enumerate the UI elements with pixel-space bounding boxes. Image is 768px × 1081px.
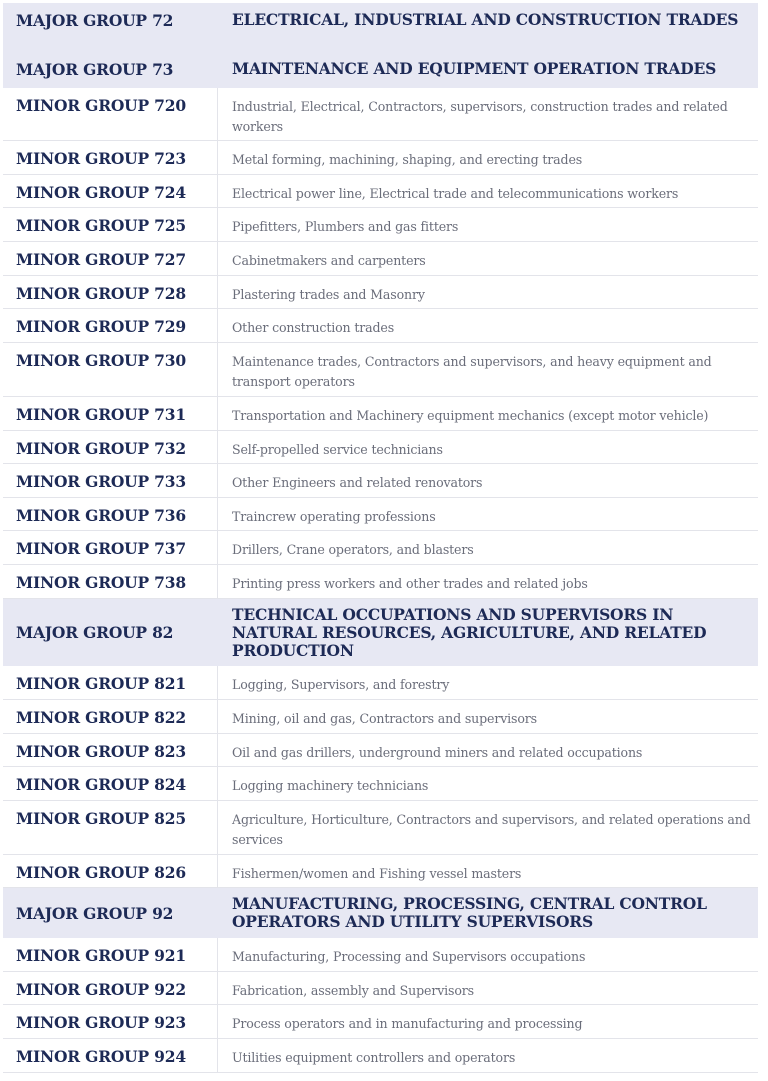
minor-group-row	[3, 175, 758, 208]
group-code: MINOR GROUP 923	[3, 1005, 218, 1038]
group-code: MINOR GROUP 728	[3, 276, 218, 308]
group-code: MINOR GROUP 727	[3, 242, 218, 275]
minor-group-row	[3, 88, 758, 141]
group-code: MINOR GROUP 723	[3, 141, 218, 174]
major-group-row	[3, 50, 758, 88]
minor-group-row	[3, 972, 758, 1005]
major-group-row	[3, 599, 758, 666]
group-title: Logging, Supervisors, and forestry	[232, 677, 450, 692]
group-code: MINOR GROUP 924	[3, 1039, 218, 1072]
minor-group-row	[3, 565, 758, 599]
group-title: Pipefitters, Plumbers and gas fitters	[232, 219, 459, 234]
minor-group-row	[3, 431, 758, 464]
group-code: MAJOR GROUP 73	[16, 59, 174, 79]
group-code: MAJOR GROUP 82	[16, 623, 174, 642]
group-title: MAINTENANCE AND EQUIPMENT OPERATION TRADES	[232, 59, 717, 78]
group-title: Cabinetmakers and carpenters	[232, 253, 426, 268]
minor-group-row	[3, 1039, 758, 1073]
group-title: ELECTRICAL, INDUSTRIAL AND CONSTRUCTION TRADES	[232, 10, 739, 29]
group-code: MINOR GROUP 732	[3, 431, 218, 463]
group-code: MINOR GROUP 826	[3, 855, 218, 887]
group-title: MANUFACTURING, PROCESSING, CENTRAL CONTROL OPERATORS AND UTILITY SUPERVISORS	[232, 894, 707, 931]
minor-group-row	[3, 767, 758, 801]
group-title: Industrial, Electrical, Contractors, supervisors, construction trades and related workers	[232, 99, 728, 134]
minor-group-row	[3, 666, 758, 700]
minor-group-row	[3, 397, 758, 431]
minor-group-row	[3, 141, 758, 175]
minor-group-row	[3, 343, 758, 397]
group-title: Other Engineers and related renovators	[232, 475, 483, 490]
group-title: Mining, oil and gas, Contractors and supervisors	[232, 711, 537, 726]
minor-group-row	[3, 1005, 758, 1039]
group-code: MINOR GROUP 921	[3, 938, 218, 971]
minor-group-row	[3, 801, 758, 855]
group-code: MINOR GROUP 825	[3, 801, 218, 854]
group-code: MINOR GROUP 731	[3, 397, 218, 430]
minor-group-row	[3, 309, 758, 343]
group-code: MINOR GROUP 724	[3, 175, 218, 207]
group-code: MINOR GROUP 737	[3, 531, 218, 564]
minor-group-row	[3, 938, 758, 972]
minor-group-row	[3, 498, 758, 531]
group-code: MINOR GROUP 729	[3, 309, 218, 342]
group-title: Self-propelled service technicians	[232, 442, 443, 457]
group-code: MAJOR GROUP 92	[16, 903, 174, 923]
group-code: MINOR GROUP 922	[3, 972, 218, 1004]
group-title: Plastering trades and Masonry	[232, 287, 425, 302]
group-code: MINOR GROUP 823	[3, 734, 218, 766]
group-code: MINOR GROUP 720	[3, 88, 218, 140]
group-title: Electrical power line, Electrical trade and telecommunications workers	[232, 186, 679, 201]
group-title: Printing press workers and other trades and related jobs	[232, 576, 588, 591]
group-code: MINOR GROUP 822	[3, 700, 218, 733]
major-group-row	[3, 3, 758, 50]
minor-group-row	[3, 531, 758, 565]
group-title: Transportation and Machinery equipment mechanics (except motor vehicle)	[232, 408, 709, 423]
group-title: TECHNICAL OCCUPATIONS AND SUPERVISORS IN NATURAL RESOURCES, AGRICULTURE, AND RELATED PRODUCTION	[232, 604, 707, 660]
group-code: MINOR GROUP 824	[3, 767, 218, 800]
minor-group-row	[3, 700, 758, 734]
minor-group-row	[3, 276, 758, 309]
group-code: MINOR GROUP 725	[3, 208, 218, 241]
group-title: Utilities equipment controllers and operators	[232, 1050, 516, 1065]
group-title: Manufacturing, Processing and Supervisors occupations	[232, 949, 586, 964]
group-title: Metal forming, machining, shaping, and erecting trades	[232, 152, 583, 167]
group-code: MINOR GROUP 730	[3, 343, 218, 396]
group-title: Maintenance trades, Contractors and supervisors, and heavy equipment and transport operators	[232, 354, 712, 389]
minor-group-row	[3, 208, 758, 242]
group-code: MINOR GROUP 821	[3, 666, 218, 699]
minor-group-row	[3, 734, 758, 767]
minor-group-row	[3, 855, 758, 888]
group-title: Oil and gas drillers, underground miners and related occupations	[232, 745, 643, 760]
group-code: MINOR GROUP 736	[3, 498, 218, 530]
group-title: Fishermen/women and Fishing vessel masters	[232, 866, 522, 881]
group-title: Fabrication, assembly and Supervisors	[232, 983, 474, 998]
group-title: Logging machinery technicians	[232, 778, 429, 793]
group-title: Agriculture, Horticulture, Contractors and supervisors, and related operations and services	[232, 812, 751, 847]
group-code: MAJOR GROUP 72	[16, 11, 174, 30]
minor-group-row	[3, 464, 758, 498]
group-code: MINOR GROUP 738	[3, 565, 218, 598]
occupation-groups-table	[3, 3, 758, 1073]
group-title: Traincrew operating professions	[232, 509, 436, 524]
minor-group-row	[3, 242, 758, 276]
group-title: Other construction trades	[232, 320, 395, 335]
group-title: Process operators and in manufacturing and processing	[232, 1016, 583, 1031]
group-title: Drillers, Crane operators, and blasters	[232, 542, 474, 557]
group-code: MINOR GROUP 733	[3, 464, 218, 497]
major-group-row	[3, 888, 758, 938]
